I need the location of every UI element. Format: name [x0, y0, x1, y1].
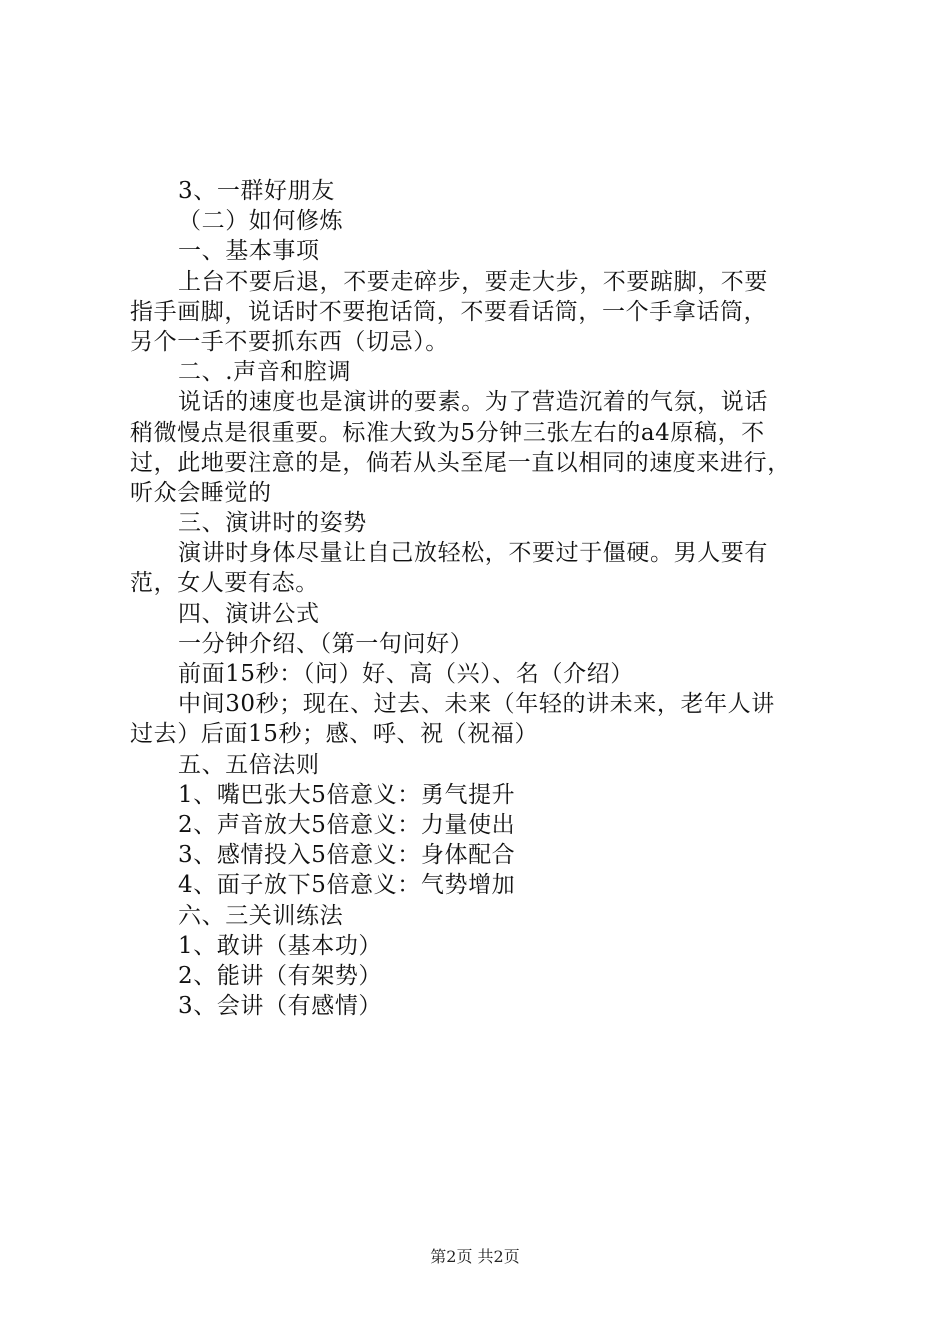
- document-line: 1、嘴巴张大5倍意义：勇气提升: [178, 781, 516, 808]
- document-line: 2、声音放大5倍意义：力量使出: [178, 811, 516, 838]
- document-line: 四、演讲公式: [178, 600, 320, 627]
- document-line: 范，女人要有态。: [130, 570, 319, 597]
- document-line: 3、一群好朋友: [178, 178, 335, 204]
- document-line: 六、三关训练法: [178, 902, 344, 929]
- document-line: 3、会讲（有感情）: [178, 993, 383, 1020]
- document-line: 过，此地要注意的是，倘若从头至尾一直以相同的速度来进行，: [130, 449, 791, 476]
- document-line: 演讲时身体尽量让自己放轻松，不要过于僵硬。男人要有: [178, 540, 768, 567]
- page-footer: 第2页 共2页: [430, 1247, 520, 1266]
- document-line: 中间30秒；现在、过去、未来（年轻的讲未来，老年人讲: [178, 691, 775, 718]
- document-line: 稍微慢点是很重要。标准大致为5分钟三张左右的a4原稿，不: [130, 419, 765, 446]
- document-line: 2、能讲（有架势）: [178, 962, 383, 989]
- document-line: 另个一手不要抓东西（切忌）。: [130, 328, 449, 355]
- document-line: 指手画脚，说话时不要抱话筒，不要看话筒，一个手拿话筒，: [130, 298, 768, 325]
- document-line: 一分钟介绍、（第一句问好）: [178, 630, 474, 657]
- document-line: 前面15秒：（问）好、高（兴）、名（介绍）: [178, 661, 634, 687]
- document-line: 3、感情投入5倍意义：身体配合: [178, 842, 516, 869]
- document-line: 过去）后面15秒；感、呼、祝（祝福）: [130, 721, 539, 748]
- document-line: 二、.声音和腔调: [178, 359, 352, 386]
- document-line: 三、演讲时的姿势: [178, 510, 367, 537]
- document-line: （二）如何修炼: [178, 208, 344, 235]
- document-line: 说话的速度也是演讲的要素。为了营造沉着的气氛，说话: [178, 389, 768, 416]
- document-line: 听众会睡觉的: [130, 479, 272, 506]
- document-body: [130, 176, 832, 1021]
- document-line: 1、敢讲（基本功）: [178, 932, 383, 959]
- document-line: 上台不要后退，不要走碎步，要走大步，不要踮脚，不要: [178, 268, 768, 295]
- document-line: 一、基本事项: [178, 238, 320, 265]
- document-line: 4、面子放下5倍意义：气势增加: [178, 872, 516, 899]
- document-line: 五、五倍法则: [178, 751, 320, 778]
